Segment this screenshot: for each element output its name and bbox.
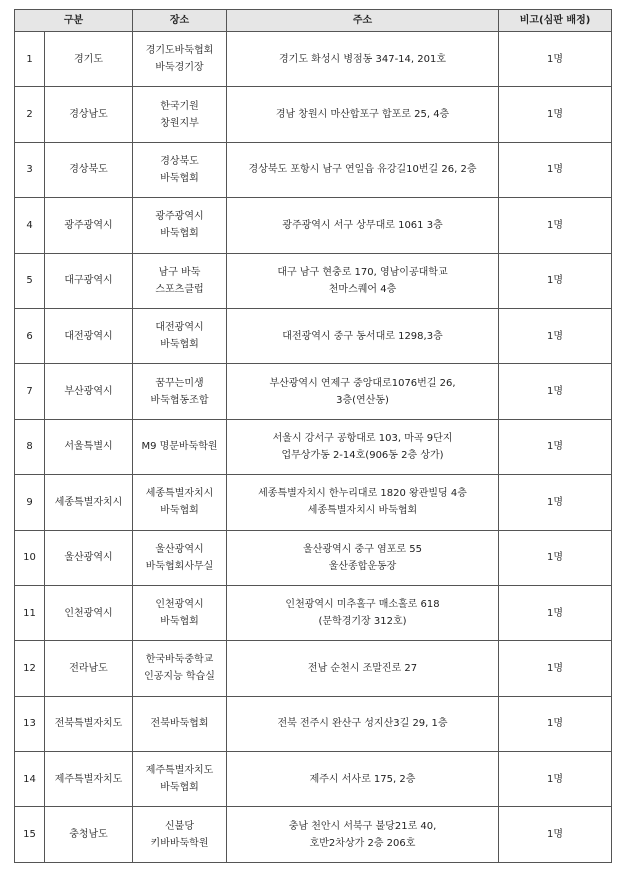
place-cell xyxy=(133,585,227,640)
place-cell xyxy=(133,253,227,308)
address-cell-line: 부산광역시 연제구 중앙대로1076번길 26, xyxy=(269,377,456,389)
place-cell-line: 스포츠클럽 xyxy=(155,283,204,295)
address-cell xyxy=(227,308,499,363)
region-cell: 인천광역시 xyxy=(45,585,133,640)
row-number: 9 xyxy=(15,475,45,530)
note-cell: 1명 xyxy=(499,696,612,751)
place-cell xyxy=(133,530,227,585)
region-cell: 서울특별시 xyxy=(45,419,133,474)
place-cell-line: M9 명문바둑학원 xyxy=(141,441,218,453)
table-row xyxy=(15,696,612,751)
place-cell xyxy=(133,807,227,862)
place-cell xyxy=(133,696,227,751)
address-cell-line: 전남 순천시 조말진로 27 xyxy=(307,662,418,674)
address-cell-line: 경기도 화성시 병점동 347-14, 201호 xyxy=(279,53,447,65)
address-cell-line: 경상북도 포항시 남구 연일읍 유강길10번길 26, 2층 xyxy=(248,164,477,176)
row-number: 8 xyxy=(15,419,45,474)
note-cell: 1명 xyxy=(499,253,612,308)
address-cell xyxy=(227,142,499,197)
region-cell: 경상북도 xyxy=(45,142,133,197)
table-row xyxy=(15,475,612,530)
address-cell-line: 세종특별자치시 바둑협회 xyxy=(307,505,418,517)
place-cell-line: 바둑협회 xyxy=(160,228,199,240)
region-cell: 경기도 xyxy=(45,32,133,87)
place-cell xyxy=(133,87,227,142)
address-cell xyxy=(227,807,499,862)
place-cell xyxy=(133,752,227,807)
region-cell: 대전광역시 xyxy=(45,308,133,363)
place-cell xyxy=(133,475,227,530)
region-cell: 대구광역시 xyxy=(45,253,133,308)
row-number: 14 xyxy=(15,752,45,807)
address-cell xyxy=(227,364,499,419)
place-cell-line: 한국기원 xyxy=(160,100,199,112)
address-cell-line: 호반2차상가 2층 206호 xyxy=(309,837,416,849)
address-cell-line: 제주시 서사로 175, 2층 xyxy=(309,773,416,785)
place-cell xyxy=(133,32,227,87)
row-number: 5 xyxy=(15,253,45,308)
table-header-row xyxy=(15,10,612,32)
table-row xyxy=(15,253,612,308)
place-cell-line: 제주특별자치도 xyxy=(145,765,214,777)
region-cell: 전북특별자치도 xyxy=(45,696,133,751)
address-cell-line: 대전광역시 중구 동서대로 1298,3층 xyxy=(282,330,443,342)
region-cell: 세종특별자치시 xyxy=(45,475,133,530)
address-cell xyxy=(227,32,499,87)
table-row xyxy=(15,32,612,87)
note-cell: 1명 xyxy=(499,475,612,530)
header-address: 주소 xyxy=(227,10,499,32)
note-cell: 1명 xyxy=(499,419,612,474)
region-cell: 제주특별자치도 xyxy=(45,752,133,807)
row-number: 12 xyxy=(15,641,45,696)
place-cell xyxy=(133,641,227,696)
address-cell xyxy=(227,419,499,474)
row-number: 4 xyxy=(15,198,45,253)
row-number: 3 xyxy=(15,142,45,197)
address-cell-line: 울산종합운동장 xyxy=(328,560,397,572)
place-cell-line: 경기도바둑협회 xyxy=(145,45,214,57)
place-cell-line: 인공지능 학습실 xyxy=(144,671,215,683)
place-cell xyxy=(133,142,227,197)
place-cell-line: 인천광역시 xyxy=(155,599,204,611)
note-cell: 1명 xyxy=(499,308,612,363)
place-cell-line: 한국바둑중학교 xyxy=(145,654,214,666)
address-cell-line: 서울시 강서구 공항대로 103, 마곡 9단지 xyxy=(272,432,453,444)
place-cell-line: 세종특별자치시 xyxy=(145,488,214,500)
address-cell-line: 대구 남구 현충로 170, 영남이공대학교 xyxy=(277,266,448,278)
address-cell xyxy=(227,198,499,253)
note-cell: 1명 xyxy=(499,641,612,696)
address-cell-line: 세종특별자치시 한누리대로 1820 왕관빌딩 4층 xyxy=(258,488,467,500)
table-row xyxy=(15,585,612,640)
place-cell-line: 광주광역시 xyxy=(155,211,204,223)
row-number: 11 xyxy=(15,585,45,640)
place-cell-line: 남구 바둑 xyxy=(158,266,201,278)
note-cell: 1명 xyxy=(499,530,612,585)
place-cell-line: 대전광역시 xyxy=(155,322,204,334)
note-cell: 1명 xyxy=(499,32,612,87)
place-cell-line: 바둑협회 xyxy=(160,782,199,794)
place-cell xyxy=(133,198,227,253)
note-cell: 1명 xyxy=(499,198,612,253)
place-cell-line: 전북바둑협회 xyxy=(150,718,209,730)
place-cell-line: 바둑협회 xyxy=(160,339,199,351)
address-cell xyxy=(227,475,499,530)
table-row xyxy=(15,752,612,807)
place-cell-line: 바둑협동조합 xyxy=(150,394,209,406)
place-cell-line: 울산광역시 xyxy=(155,543,204,555)
table-row xyxy=(15,641,612,696)
note-cell: 1명 xyxy=(499,752,612,807)
place-cell-line: 창원지부 xyxy=(160,117,199,129)
note-cell: 1명 xyxy=(499,585,612,640)
place-cell-line: 바둑협회 xyxy=(160,505,199,517)
place-cell-line: 바둑협회 xyxy=(160,616,199,628)
address-cell-line: 3층(연산동) xyxy=(336,394,389,406)
address-cell-line: 업무상가동 2-14호(906동 2층 상가) xyxy=(281,449,444,461)
header-place: 장소 xyxy=(133,10,227,32)
row-number: 2 xyxy=(15,87,45,142)
region-cell: 전라남도 xyxy=(45,641,133,696)
address-cell xyxy=(227,530,499,585)
row-number: 10 xyxy=(15,530,45,585)
venue-table xyxy=(14,9,612,863)
note-cell: 1명 xyxy=(499,364,612,419)
place-cell xyxy=(133,419,227,474)
address-cell-line: 광주광역시 서구 상무대로 1061 3층 xyxy=(282,219,443,231)
address-cell xyxy=(227,752,499,807)
place-cell-line: 키바바둑학원 xyxy=(150,837,209,849)
place-cell-line: 바둑경기장 xyxy=(155,62,204,74)
address-cell xyxy=(227,696,499,751)
place-cell xyxy=(133,364,227,419)
row-number: 15 xyxy=(15,807,45,862)
note-cell: 1명 xyxy=(499,807,612,862)
place-cell-line: 바둑협회 xyxy=(160,172,199,184)
row-number: 6 xyxy=(15,308,45,363)
address-cell xyxy=(227,641,499,696)
place-cell-line: 꿈꾸는미생 xyxy=(155,377,204,389)
table-row xyxy=(15,308,612,363)
place-cell-line: 신불당 xyxy=(165,820,194,832)
header-region: 구분 xyxy=(15,10,133,32)
table-row xyxy=(15,142,612,197)
header-note: 비고(심판 배정) xyxy=(499,10,612,32)
row-number: 7 xyxy=(15,364,45,419)
table-row xyxy=(15,807,612,862)
note-cell: 1명 xyxy=(499,142,612,197)
address-cell xyxy=(227,253,499,308)
table-body xyxy=(15,32,612,863)
address-cell xyxy=(227,585,499,640)
place-cell-line: 경상북도 xyxy=(160,155,199,167)
region-cell: 광주광역시 xyxy=(45,198,133,253)
region-cell: 경상남도 xyxy=(45,87,133,142)
address-cell-line: 천마스퀘어 4층 xyxy=(328,283,397,295)
address-cell-line: (문학경기장 312호) xyxy=(318,616,407,628)
row-number: 1 xyxy=(15,32,45,87)
region-cell: 부산광역시 xyxy=(45,364,133,419)
note-cell: 1명 xyxy=(499,87,612,142)
address-cell-line: 울산광역시 중구 염포로 55 xyxy=(303,543,422,555)
place-cell-line: 바둑협회사무실 xyxy=(145,560,214,572)
table-row xyxy=(15,530,612,585)
row-number: 13 xyxy=(15,696,45,751)
table-row xyxy=(15,419,612,474)
table-row xyxy=(15,87,612,142)
address-cell-line: 전북 전주시 완산구 성지산3길 29, 1층 xyxy=(277,718,448,730)
address-cell-line: 경남 창원시 마산합포구 합포로 25, 4층 xyxy=(275,109,450,121)
address-cell xyxy=(227,87,499,142)
address-cell-line: 인천광역시 미추홀구 매소홀로 618 xyxy=(285,599,440,611)
place-cell xyxy=(133,308,227,363)
address-cell-line: 충남 천안시 서북구 불당21로 40, xyxy=(288,820,437,832)
region-cell: 울산광역시 xyxy=(45,530,133,585)
table-row xyxy=(15,198,612,253)
table-row xyxy=(15,364,612,419)
region-cell: 충청남도 xyxy=(45,807,133,862)
